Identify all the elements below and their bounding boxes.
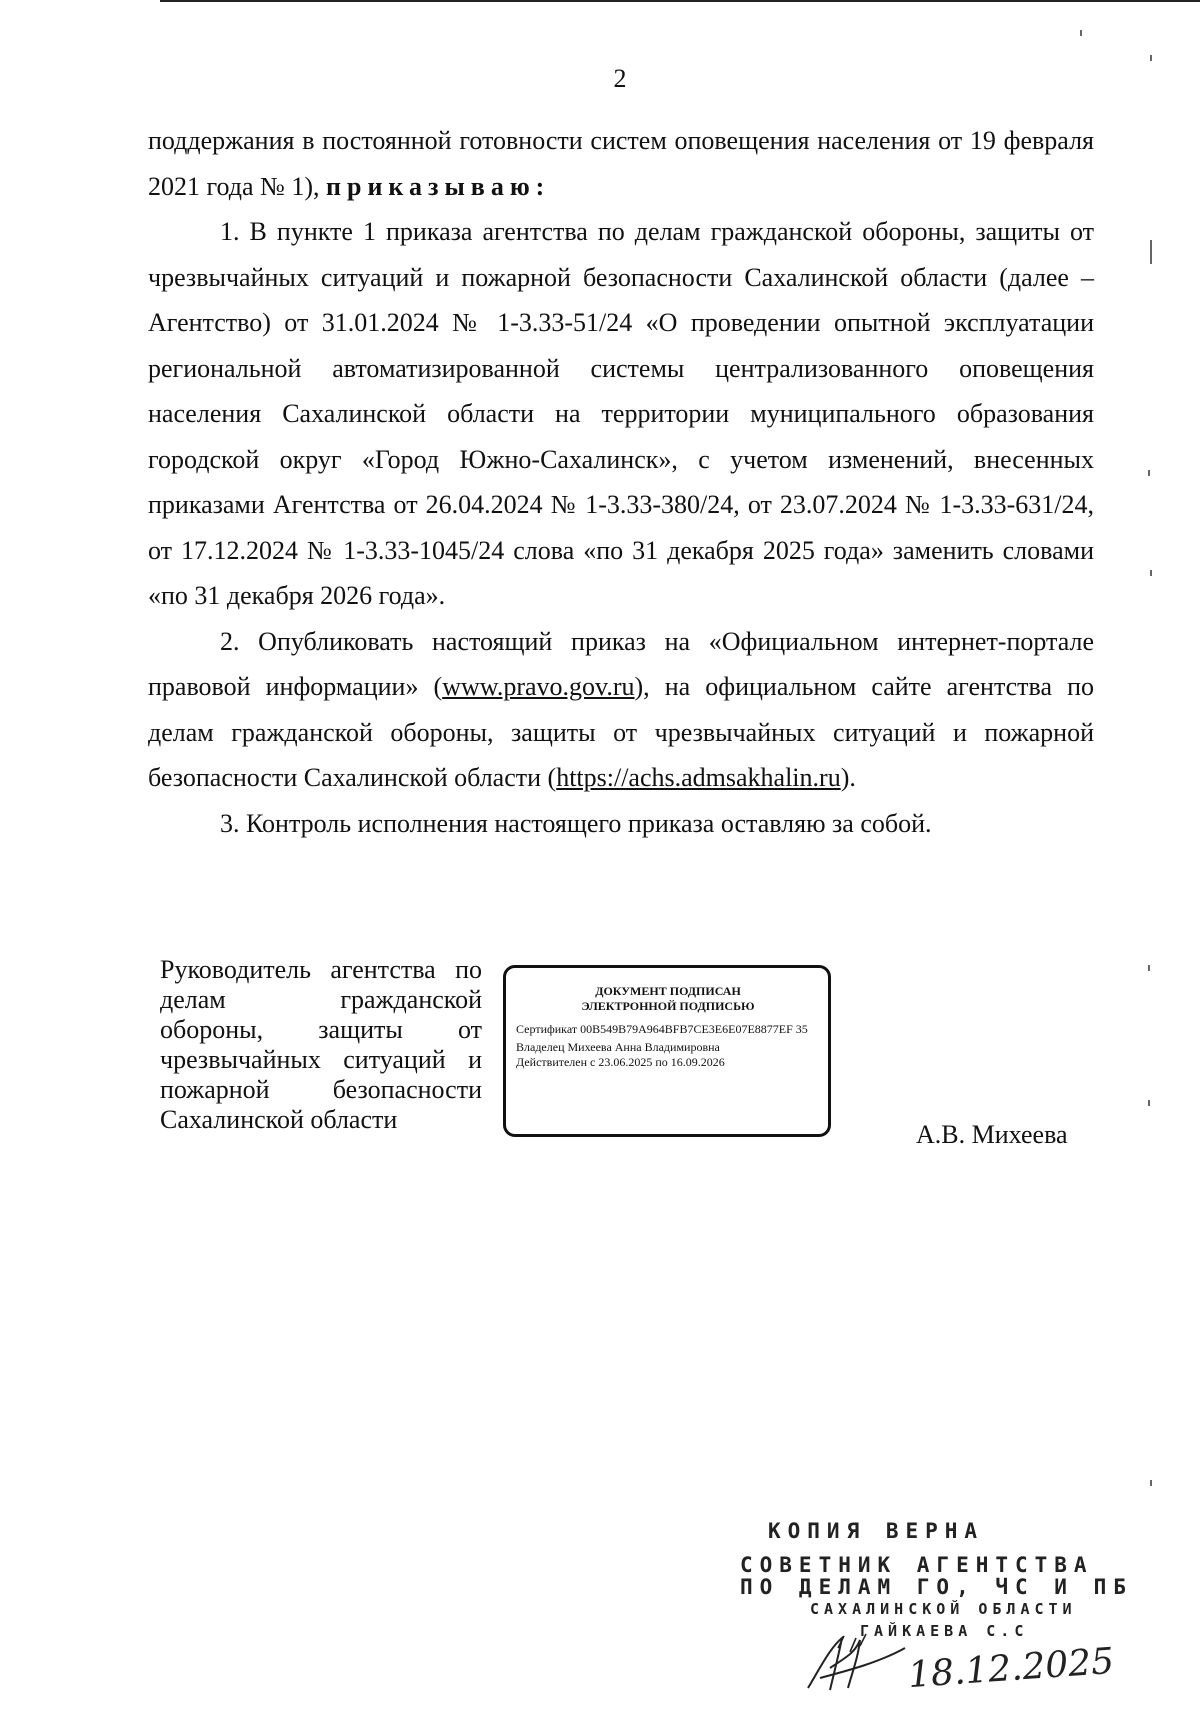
scan-speck [1148, 1100, 1150, 1106]
handwritten-signature [800, 1628, 910, 1698]
intro-text: поддержания в постоянной готовности систем оповещения населения от 19 февраля 2021 года № 1), [148, 126, 1094, 201]
scan-speck [1150, 570, 1152, 576]
electronic-signature-stamp [503, 965, 831, 1137]
paragraph-2-text-a: 2. Опубликовать настоящий приказ на «Официальном интернет-портале правовой информации» ( [148, 626, 1094, 701]
page-number: 2 [613, 64, 627, 93]
certified-copy-stamp [740, 1520, 1133, 1642]
scan-top-edge [160, 0, 1200, 2]
copy-stamp-line-4: САХАЛИНСКОЙ ОБЛАСТИ [810, 1600, 1077, 1618]
signer-position-title: Руководитель агентства по делам гражданской обороны, защиты от чрезвычайных ситуаций и пожарной безопасности Сахалинской области [160, 955, 482, 1134]
paragraph-3: 3. Контроль исполнения настоящего приказа оставляю за собой. [220, 808, 932, 838]
copy-date: 18.12.2025 [906, 1640, 1116, 1697]
scan-speck [1080, 30, 1082, 36]
scan-speck [1150, 240, 1152, 264]
agency-site-link[interactable]: https://achs.admsakhalin.ru [556, 763, 841, 792]
order-verb: приказываю: [326, 171, 551, 201]
paragraph-1: 1. В пункте 1 приказа агентства по делам гражданской обороны, защиты от чрезвычайных ситуаций и пожарной безопасности Сахалинской области (далее – Агентство) от 31.01.2024 № 1-3.33-51/24 «О проведении опытной эксплуатации региональной автоматизированной системы централизованного оповещения населения Сахалинской области на территории муниципального образования городской округ «Город Южно-Сахалинск», с учетом изменений, внесенных приказами Агентства от 26.04.2024 № 1-3.33-380/24, от 23.07.2024 № 1-3.33-631/24, от 17.12.2024 № 1-3.33-1045/24 слова «по 31 декабря 2025 года» заменить словами «по 31 декабря 2026 года». [148, 217, 1094, 610]
scan-speck [1150, 55, 1152, 61]
copy-stamp-line-5: ГАЙКАЕВА С.С [860, 1622, 1029, 1640]
stamp-title [516, 984, 820, 1014]
scan-speck [1148, 965, 1150, 971]
paragraph-2-text-b: ), на официальном сайте агентства по делам гражданской обороны, защиты от чрезвычайных ситуаций и пожарной безопасности Сахалинской области ( [148, 672, 1094, 792]
intro-paragraph [148, 118, 1094, 209]
stamp-owner: Владелец Михеева Анна Владимировна [516, 1040, 720, 1054]
paragraph-2-text-c: ). [840, 763, 856, 792]
copy-stamp-line-3: ПО ДЕЛАМ ГО, ЧС И ПБ [740, 1575, 1133, 1599]
stamp-validity: Действителен с 23.06.2025 по 16.09.2026 [516, 1055, 725, 1069]
stamp-certificate: Сертификат 00B549B79A964BFB7CE3E6E07E8877EF 35 [516, 1022, 808, 1036]
signer-name: А.В. Михеева [916, 1120, 1068, 1149]
scan-speck [1150, 1480, 1152, 1486]
paragraph-2 [148, 619, 1094, 801]
stamp-title-line-2: ЭЛЕКТРОННОЙ ПОДПИСЬЮ [581, 999, 755, 1013]
copy-stamp-line-1: КОПИЯ ВЕРНА [768, 1519, 985, 1543]
order-body [148, 118, 1094, 846]
stamp-title-line-1: ДОКУМЕНТ ПОДПИСАН [595, 984, 741, 998]
pravo-link[interactable]: www.pravo.gov.ru [442, 672, 635, 701]
copy-stamp-line-2: СОВЕТНИК АГЕНТСТВА [740, 1553, 1094, 1577]
scan-speck [1148, 470, 1150, 476]
